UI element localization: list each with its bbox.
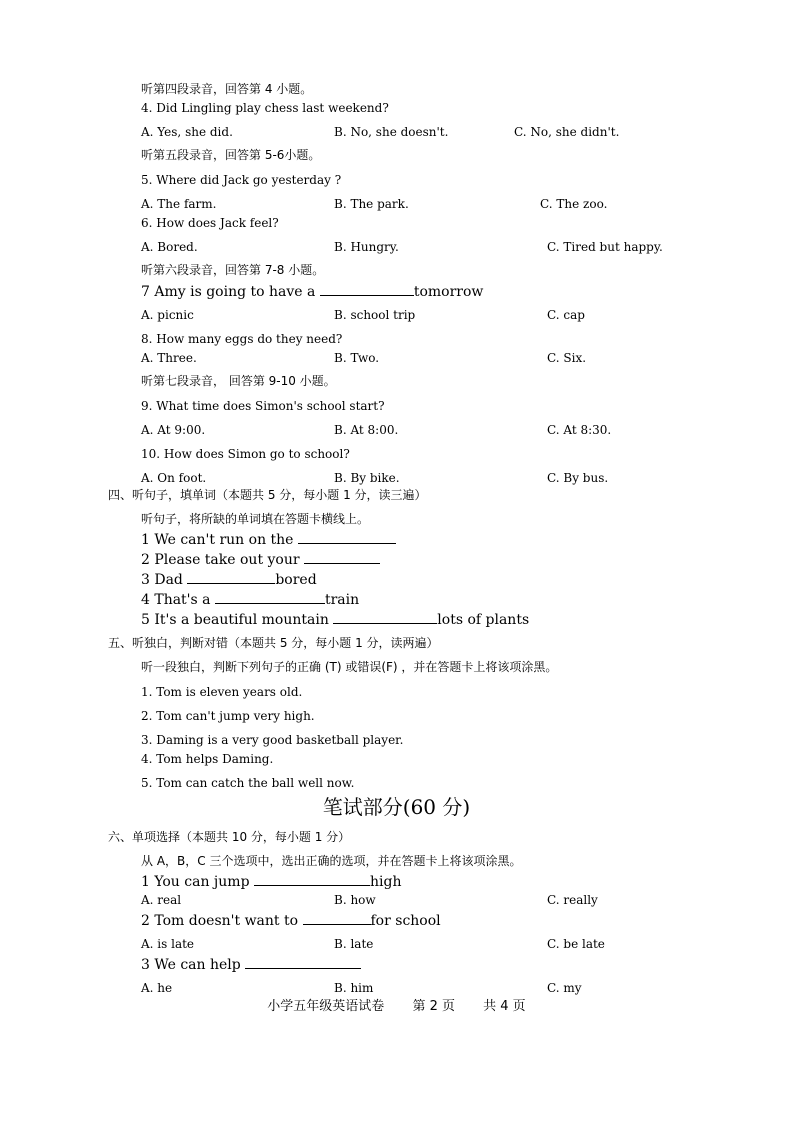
part-4-sentence-2 <box>141 551 380 568</box>
q8-option-c: C. Six. <box>547 351 587 365</box>
sentence-4-text-after: train <box>324 592 360 608</box>
sentence-1-blank <box>298 531 396 544</box>
sentence-5-text-before: 5 It's a beautiful mountain <box>141 612 334 628</box>
part-6-instruction: 从 A，B，C 三个选项中，选出正确的选项，并在答题卡上将该项涂黑。 <box>141 854 522 868</box>
q7-answer-blank <box>320 283 414 296</box>
sentence-3-text-after: bored <box>275 572 317 588</box>
section-5-heading: 听第五段录音，回答第 5-6小题。 <box>141 148 321 162</box>
sentence-3-blank <box>187 571 275 584</box>
mc2-blank <box>303 912 371 925</box>
sentence-4-blank <box>215 591 325 604</box>
footer-page-number: 第 2 页 <box>412 999 455 1014</box>
part-5-instruction: 听一段独白，判断下列句子的正确 (T) 或错误(F) ，并在答题卡上将该项涂黑。 <box>141 660 558 674</box>
question-9: 9. What time does Simon's school start? <box>141 399 385 413</box>
q6-option-b: B. Hungry. <box>334 240 399 254</box>
q5-option-a: A. The farm. <box>141 197 217 211</box>
q10-option-b: B. By bike. <box>334 471 400 485</box>
part-6-question-1 <box>141 873 401 890</box>
part-5-heading: 五、听独白，判断对错（本题共 5 分，每小题 1 分，读两遍） <box>108 636 439 650</box>
q9-option-a: A. At 9:00. <box>141 423 206 437</box>
written-part-title: 笔试部分(60 分) <box>322 795 471 819</box>
q4-option-b: B. No, she doesn't. <box>334 125 449 139</box>
question-8: 8. How many eggs do they need? <box>141 332 343 346</box>
part-5-item-3: 3. Daming is a very good basketball player. <box>141 733 404 747</box>
mc3-option-a: A. he <box>141 981 173 995</box>
footer-exam-name: 小学五年级英语试卷 <box>267 999 385 1014</box>
part-4-sentence-5 <box>141 611 529 628</box>
q8-option-b: B. Two. <box>334 351 380 365</box>
sentence-2-text: 2 Please take out your <box>141 552 305 568</box>
q10-option-c: C. By bus. <box>547 471 609 485</box>
section-4-heading: 听第四段录音，回答第 4 小题。 <box>141 82 313 96</box>
mc1-option-c: C. really <box>547 893 598 907</box>
sentence-5-blank <box>333 611 437 624</box>
mc1-blank <box>254 873 370 886</box>
mc2-text-after: for school <box>370 913 441 929</box>
q7-text-before: 7 Amy is going to have a <box>141 284 320 300</box>
sentence-5-text-after: lots of plants <box>437 612 530 628</box>
q5-option-c: C. The zoo. <box>540 197 608 211</box>
sentence-2-blank <box>304 551 380 564</box>
mc1-option-b: B. how <box>334 893 376 907</box>
question-7 <box>141 283 483 300</box>
part-5-item-5: 5. Tom can catch the ball well now. <box>141 776 355 790</box>
q8-option-a: A. Three. <box>141 351 197 365</box>
section-7-heading: 听第七段录音， 回答第 9-10 小题。 <box>141 374 336 388</box>
q5-option-b: B. The park. <box>334 197 409 211</box>
part-5-item-4: 4. Tom helps Daming. <box>141 752 274 766</box>
part-6-heading: 六、单项选择（本题共 10 分，每小题 1 分） <box>108 830 351 844</box>
footer-total-pages: 共 4 页 <box>483 999 526 1014</box>
part-5-item-2: 2. Tom can't jump very high. <box>141 709 315 723</box>
page-footer <box>0 999 793 1015</box>
part-4-sentence-3 <box>141 571 317 588</box>
question-10: 10. How does Simon go to school? <box>141 447 350 461</box>
part-5-item-1: 1. Tom is eleven years old. <box>141 685 303 699</box>
q7-text-after: tomorrow <box>413 284 484 300</box>
mc1-text-after: high <box>369 874 402 890</box>
q10-option-a: A. On foot. <box>141 471 207 485</box>
mc3-text-before: 3 We can help <box>141 957 246 973</box>
mc1-text-before: 1 You can jump <box>141 874 254 890</box>
question-6: 6. How does Jack feel? <box>141 216 279 230</box>
mc1-option-a: A. real <box>141 893 182 907</box>
mc2-option-a: A. is late <box>141 937 195 951</box>
q9-option-c: C. At 8:30. <box>547 423 612 437</box>
part-6-question-3 <box>141 956 361 973</box>
q7-option-b: B. school trip <box>334 308 416 322</box>
mc2-option-b: B. late <box>334 937 374 951</box>
part-4-instruction: 听句子，将所缺的单词填在答题卡横线上。 <box>141 512 370 526</box>
mc3-option-c: C. my <box>547 981 582 995</box>
mc2-text-before: 2 Tom doesn't want to <box>141 913 303 929</box>
q7-option-a: A. picnic <box>141 308 194 322</box>
mc3-option-b: B. him <box>334 981 374 995</box>
q7-option-c: C. cap <box>547 308 585 322</box>
part-6-question-2 <box>141 912 441 929</box>
section-6-heading: 听第六段录音，回答第 7-8 小题。 <box>141 263 325 277</box>
sentence-3-text-before: 3 Dad <box>141 572 188 588</box>
mc3-blank <box>245 956 361 969</box>
part-4-heading: 四、听句子，填单词（本题共 5 分，每小题 1 分，读三遍） <box>108 488 427 502</box>
part-4-sentence-1 <box>141 531 396 548</box>
part-4-sentence-4 <box>141 591 359 608</box>
mc2-option-c: C. be late <box>547 937 605 951</box>
sentence-4-text-before: 4 That's a <box>141 592 215 608</box>
question-4: 4. Did Lingling play chess last weekend? <box>141 101 389 115</box>
question-5: 5. Where did Jack go yesterday ? <box>141 173 342 187</box>
q9-option-b: B. At 8:00. <box>334 423 399 437</box>
q4-option-a: A. Yes, she did. <box>141 125 233 139</box>
q6-option-a: A. Bored. <box>141 240 198 254</box>
sentence-1-text: 1 We can't run on the <box>141 532 298 548</box>
q4-option-c: C. No, she didn't. <box>514 125 620 139</box>
q6-option-c: C. Tired but happy. <box>547 240 663 254</box>
